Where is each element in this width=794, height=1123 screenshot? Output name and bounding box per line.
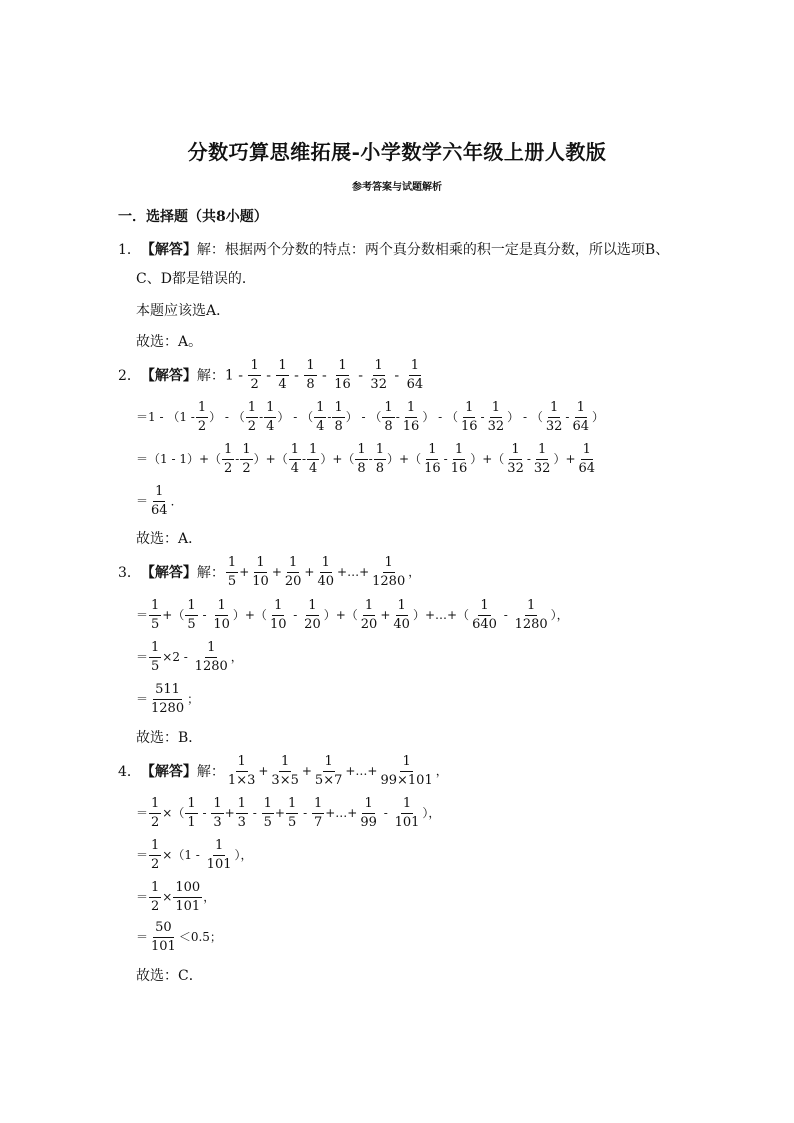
- q4-line-3: ＝ $\frac{1}{2}$ ×（1 - $\frac{1}{101}$ ），: [136, 837, 253, 872]
- q2-answer-tag: 【解答】: [140, 368, 197, 384]
- q2-answer: 故选：A．: [136, 531, 203, 547]
- q3-answer-tag: 【解答】: [140, 565, 197, 581]
- q3-line-2: ＝ $\frac{1}{5}$ +（ $\frac{1}{5}$ - $\frac{1}{10}$ ）+（ $\frac{1}{10}$ - $\frac{1}{20}$ ）+（ $\frac{1}{20}$ + $\frac{1}{40}$ ）+…+（ $\frac{1}{640}$ - $\frac{1}{1280}$ ），: [136, 597, 569, 632]
- q3-jie: 解：: [196, 565, 225, 581]
- q1-answer: 故选：A。: [136, 334, 203, 350]
- q2-line-1: [118, 355, 426, 395]
- q2-line-2: ＝1 - （1 - $\frac{1}{2}$ ） - （ $\frac{1}{2}$ - $\frac{1}{4}$ ） - （ $\frac{1}{4}$ - $\frac{1}{8}$ ） - （ $\frac{1}{8}$ - $\frac{1}{16}$ ） - （ $\frac{1}{16}$ - $\frac{1}{32}$ ） - （ $\frac{1}{32}$ - $\frac{1}{64}$ ）: [136, 399, 605, 434]
- q1-number: 1．: [118, 242, 141, 258]
- q4-line-1: 4． 【解答】 解： $\frac{1}{1\times 3}$ + $\frac{1}{3\times 5}$ + $\frac{1}{5\times 7}$ +…+ $\frac{1}{99\times 101}$ ，: [118, 753, 448, 788]
- page-title: 分数巧算思维拓展-小学数学六年级上册人教版: [187, 140, 607, 164]
- section-heading: 一．选择题（共8小题）: [118, 209, 268, 225]
- q3-answer: 故选：B．: [136, 730, 203, 746]
- q2-expr-1: 1 - $\frac{1}{2}$ - $\frac{1}{4}$ - $\frac{1}{8}$ - $\frac{1}{16}$ - $\frac{1}{32}$ - $\frac{1}{64}$: [224, 357, 424, 392]
- q4-line-2: ＝ $\frac{1}{2}$ ×（ $\frac{1}{1}$ - $\frac{1}{3}$ + $\frac{1}{3}$ - $\frac{1}{5}$ + $\frac{1}{5}$ - $\frac{1}{7}$ +…+ $\frac{1}{99}$ - $\frac{1}{101}$ ），: [136, 795, 441, 830]
- q4-answer-tag: 【解答】: [140, 764, 197, 780]
- page-subtitle: 参考答案与试题解析: [352, 182, 442, 193]
- q3-line-1: 3． 【解答】 解： $\frac{1}{5}$ + $\frac{1}{10}$ + $\frac{1}{20}$ + $\frac{1}{40}$ +…+ $\frac{1}{1280}$ ，: [118, 554, 421, 589]
- q1-line-2: C、D都是错误的．: [136, 271, 256, 287]
- q1-answer-tag: 【解答】: [140, 242, 197, 258]
- q2-line-4: ＝ $\frac{1}{64}$ ．: [136, 483, 183, 518]
- q4-line-4: ＝ $\frac{1}{2}$ × $\frac{100}{101}$ ，: [136, 879, 216, 914]
- q3-line-3: ＝ $\frac{1}{5}$ ×2 - $\frac{1}{1280}$ ，: [136, 639, 243, 674]
- q3-line-4: ＝ $\frac{511}{1280}$ ；: [136, 681, 200, 716]
- q1-jie: 解：: [196, 242, 225, 258]
- q1-line-3: 本题应该选A．: [136, 303, 231, 319]
- q2-jie: 解：: [196, 368, 225, 384]
- q1-text-1: 根据两个分数的特点：两个真分数相乘的积一定是真分数，所以选项B、: [224, 242, 670, 258]
- q4-jie: 解：: [196, 764, 225, 780]
- q4-line-5: ＝ $\frac{50}{101}$ ＜0.5；: [136, 919, 222, 954]
- q3-number: 3．: [118, 565, 141, 581]
- q2-line-3: ＝（1 - 1）+（ $\frac{1}{2}$ - $\frac{1}{2}$ ）+（ $\frac{1}{4}$ - $\frac{1}{4}$ ）+（ $\frac{1}{8}$ - $\frac{1}{8}$ ）+（ $\frac{1}{16}$ - $\frac{1}{16}$ ）+（ $\frac{1}{32}$ - $\frac{1}{32}$ ）+ $\frac{1}{64}$: [136, 441, 596, 476]
- q4-answer: 故选：C．: [136, 968, 203, 984]
- q2-number: 2．: [118, 368, 141, 384]
- q4-number: 4．: [118, 764, 141, 780]
